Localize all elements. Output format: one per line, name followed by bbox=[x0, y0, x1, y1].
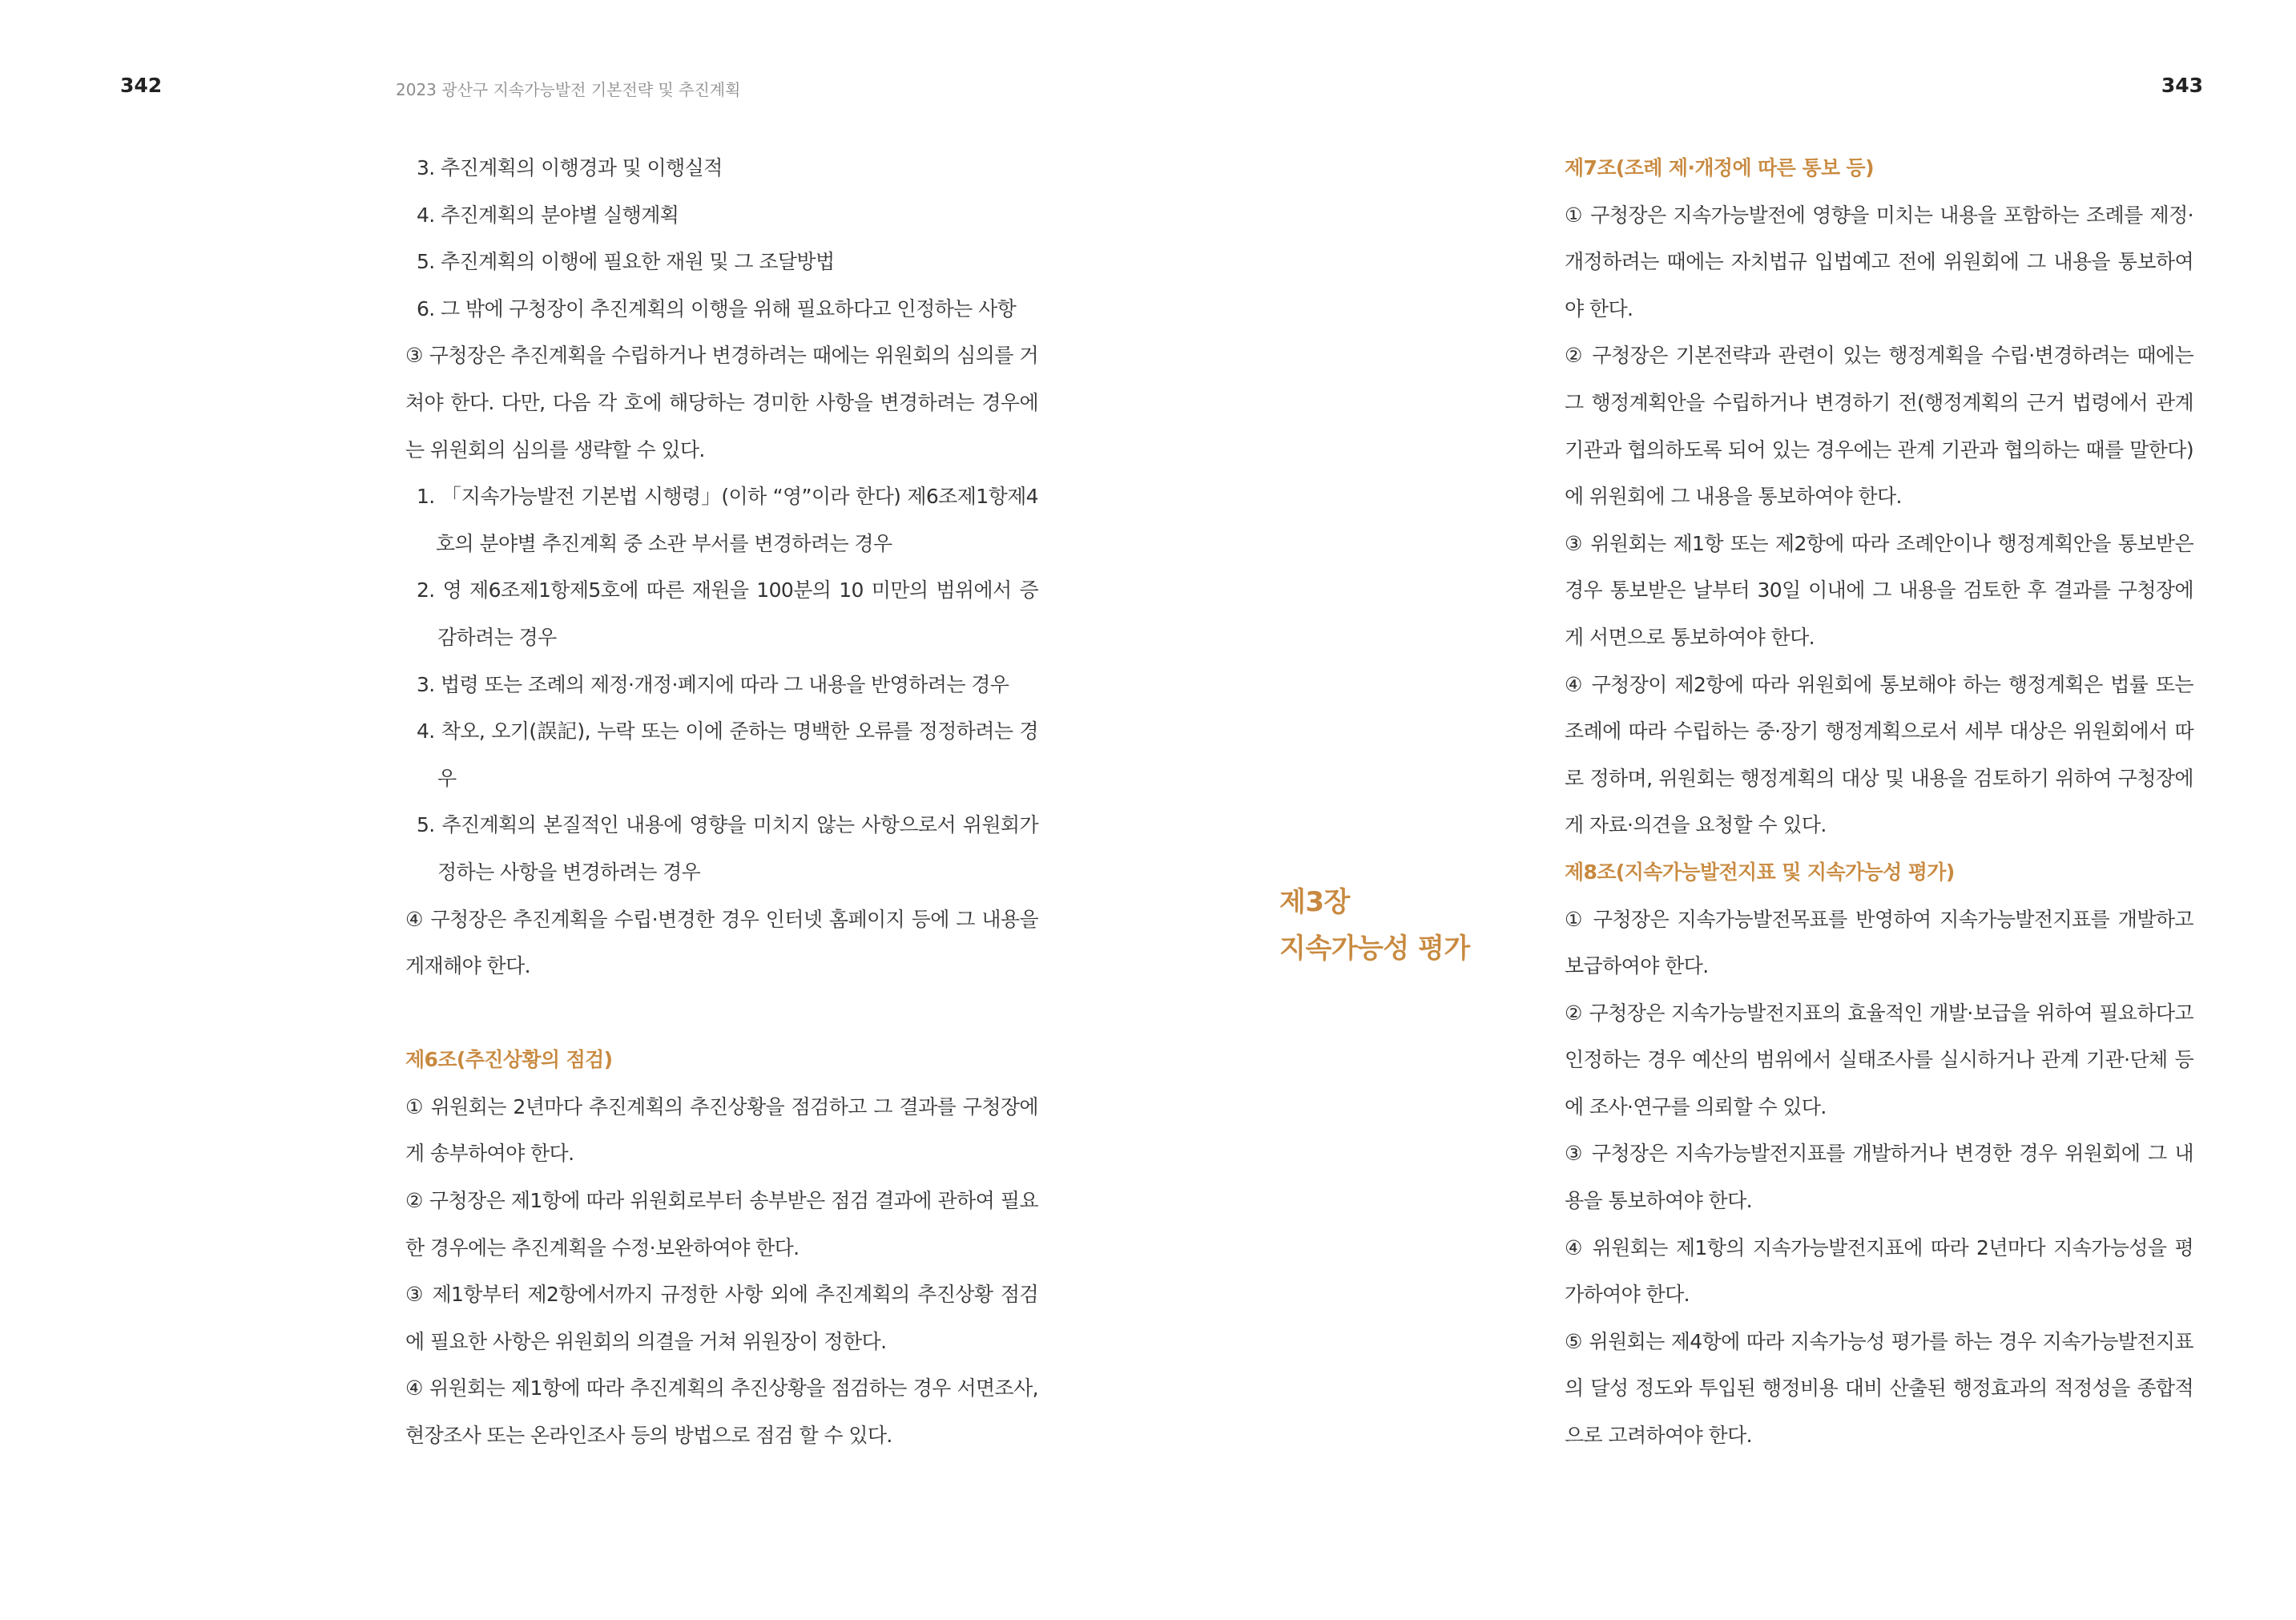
list-item: 5. 추진계획의 본질적인 내용에 영향을 미치지 않는 사항으로서 위원회가 정하는 사항을 변경하려는 경우 bbox=[417, 813, 1038, 884]
left-page-number: 342 bbox=[120, 74, 163, 97]
list-item: 3. 추진계획의 이행경과 및 이행실적 bbox=[417, 156, 723, 179]
paragraph: ③ 구청장은 지속가능발전지표를 개발하거나 변경한 경우 위원회에 그 내용을 통보하여야 한다. bbox=[1565, 1142, 2193, 1213]
paragraph: ② 구청장은 지속가능발전지표의 효율적인 개발·보급을 위하여 필요하다고 인정하는 경우 예산의 범위에서 실태조사를 실시하거나 관계 기관·단체 등에 조사·연구를 의뢰할 수 있다. bbox=[1565, 1001, 2193, 1118]
paragraph: ① 구청장은 지속가능발전에 영향을 미치는 내용을 포함하는 조례를 제정·개정하려는 때에는 자치법규 입법예고 전에 위원회에 그 내용을 통보하여야 한다. bbox=[1565, 203, 2193, 320]
list-item: 2. 영 제6조제1항제5호에 따른 재원을 100분의 10 미만의 범위에서 증감하려는 경우 bbox=[417, 578, 1038, 649]
right-page-number: 343 bbox=[2161, 74, 2203, 97]
list-item: 6. 그 밖에 구청장이 추진계획의 이행을 위해 필요하다고 인정하는 사항 bbox=[417, 296, 1017, 320]
paragraph: ④ 위원회는 제1항에 따라 추진계획의 추진상황을 점검하는 경우 서면조사, 현장조사 또는 온라인조사 등의 방법으로 점검 할 수 있다. bbox=[405, 1376, 1038, 1448]
paragraph: ① 구청장은 지속가능발전목표를 반영하여 지속가능발전지표를 개발하고 보급하여야 한다. bbox=[1565, 907, 2193, 978]
paragraph: ⑤ 위원회는 제4항에 따라 지속가능성 평가를 하는 경우 지속가능발전지표의 달성 정도와 투입된 행정비용 대비 산출된 행정효과의 적정성을 종합적으로 고려하여야 한다. bbox=[1565, 1329, 2193, 1448]
left-column bbox=[405, 145, 1038, 1460]
paragraph: ③ 위원회는 제1항 또는 제2항에 따라 조례안이나 행정계획안을 통보받은 경우 통보받은 날부터 30일 이내에 그 내용을 검토한 후 결과를 구청장에게 서면으로 통보하여야 한다. bbox=[1565, 531, 2193, 649]
paragraph: ④ 위원회는 제1항의 지속가능발전지표에 따라 2년마다 지속가능성을 평가하여야 한다. bbox=[1565, 1235, 2193, 1307]
paragraph: ④ 구청장이 제2항에 따라 위원회에 통보해야 하는 행정계획은 법률 또는 조례에 따라 수립하는 중·장기 행정계획으로서 세부 대상은 위원회에서 따로 정하며, 위원회는 행정계획의 대상 및 내용을 검토하기 위하여 구청장에게 자료·의견을 요청할 수 있다. bbox=[1565, 672, 2193, 837]
chapter-heading bbox=[1279, 879, 1470, 972]
paragraph: ② 구청장은 기본전략과 관련이 있는 행정계획을 수립·변경하려는 때에는 그 행정계획안을 수립하거나 변경하기 전(행정계획의 근거 법령에서 관계 기관과 협의하도록 되어 있는 경우에는 관계 기관과 협의하는 때를 말한다)에 위원회에 그 내용을 통보하여야 한다. bbox=[1565, 344, 2193, 509]
paragraph: ① 위원회는 2년마다 추진계획의 추진상황을 점검하고 그 결과를 구청장에게 송부하여야 한다. bbox=[405, 1094, 1038, 1166]
running-title: 2023 광산구 지속가능발전 기본전략 및 추진계획 bbox=[396, 80, 741, 99]
chapter-number: 제3장 bbox=[1279, 886, 1350, 918]
list-item: 5. 추진계획의 이행에 필요한 재원 및 그 조달방법 bbox=[417, 250, 835, 274]
paragraph: ② 구청장은 제1항에 따라 위원회로부터 송부받은 점검 결과에 관하여 필요한 경우에는 추진계획을 수정·보완하여야 한다. bbox=[405, 1189, 1038, 1259]
list-item: 1. 「지속가능발전 기본법 시행령」(이하 “영”이라 한다) 제6조제1항제4호의 분야별 추진계획 중 소관 부서를 변경하려는 경우 bbox=[417, 485, 1038, 555]
chapter-title: 지속가능성 평가 bbox=[1279, 933, 1470, 965]
list-item: 4. 추진계획의 분야별 실행계획 bbox=[417, 203, 679, 227]
paragraph: ③ 제1항부터 제2항에서까지 규정한 사항 외에 추진계획의 추진상황 점검에 필요한 사항은 위원회의 의결을 거쳐 위원장이 정한다. bbox=[405, 1283, 1038, 1353]
list-item: 3. 법령 또는 조례의 제정·개정·폐지에 따라 그 내용을 반영하려는 경우 bbox=[417, 672, 1009, 696]
paragraph: ④ 구청장은 추진계획을 수립·변경한 경우 인터넷 홈페이지 등에 그 내용을 게재해야 한다. bbox=[405, 907, 1038, 978]
article-7-heading: 제7조(조례 제·개정에 따른 통보 등) bbox=[1565, 156, 1874, 179]
paragraph: ③ 구청장은 추진계획을 수립하거나 변경하려는 때에는 위원회의 심의를 거쳐야 한다. 다만, 다음 각 호에 해당하는 경미한 사항을 변경하려는 경우에는 위원회의 심의를 생략할 수 있다. bbox=[405, 344, 1038, 461]
article-8-heading: 제8조(지속가능발전지표 및 지속가능성 평가) bbox=[1565, 860, 1955, 884]
right-column bbox=[1565, 145, 2193, 1460]
article-6-heading: 제6조(추진상황의 점검) bbox=[405, 1048, 613, 1072]
list-item: 4. 착오, 오기(誤記), 누락 또는 이에 준하는 명백한 오류를 정정하려는 경우 bbox=[417, 719, 1038, 790]
